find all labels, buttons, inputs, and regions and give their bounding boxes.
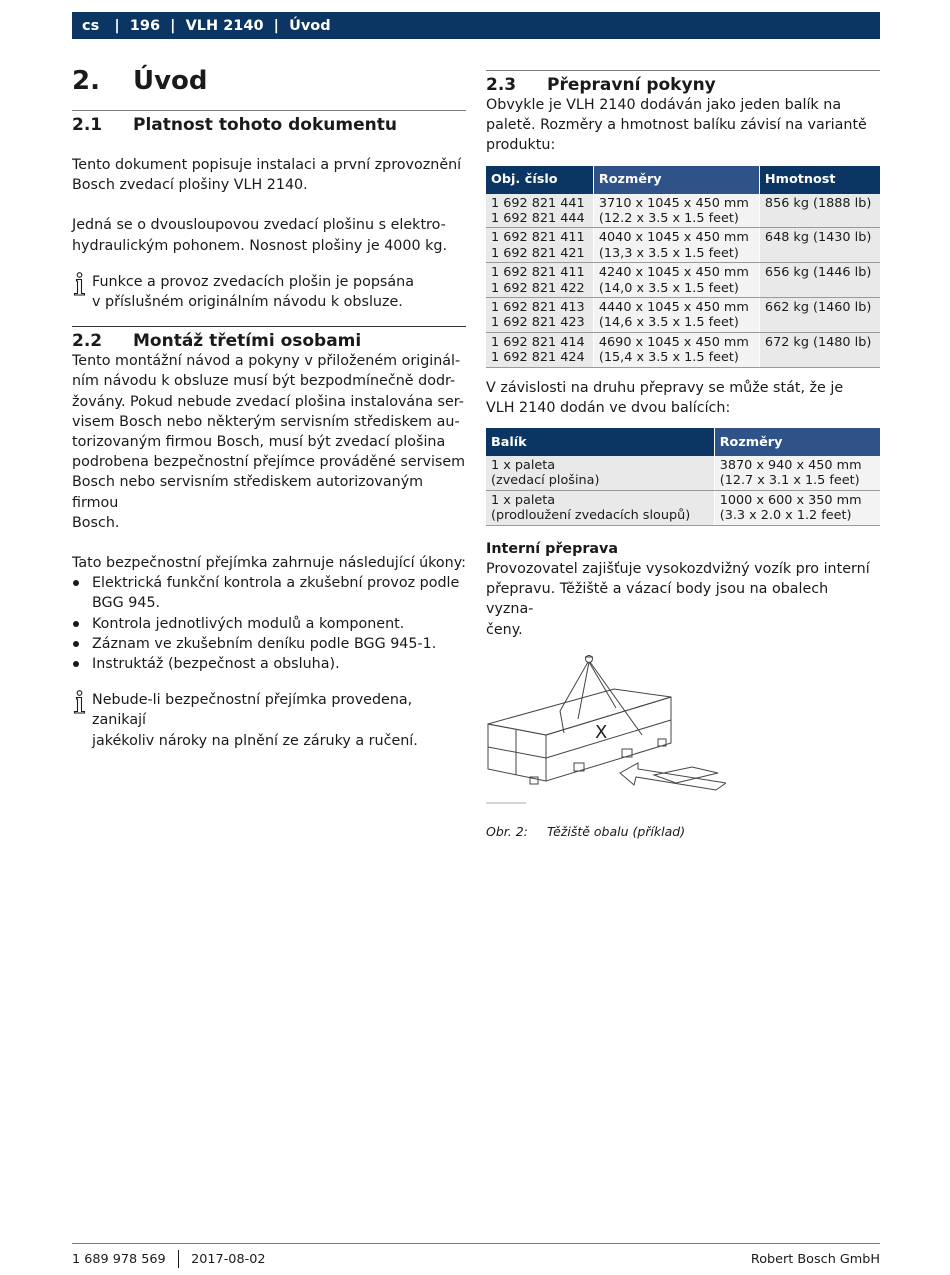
two-package-table [486,428,880,526]
text-line: 656 kg (1446 lb) [764,265,872,281]
text-line: 1 692 821 422 [491,280,585,296]
text-line: Nebude-li bezpečnostní přejímka provedena, zanikají [92,692,413,729]
caption-text: Těžiště obalu (příklad) [547,823,686,839]
table-row [486,298,880,333]
text-line: (13,3 x 3.5 x 1.5 feet) [598,245,739,261]
footer-doc-number: 1 689 978 569 [72,1251,166,1267]
text-line: 1 692 821 444 [491,211,585,227]
text-line: visem Bosch nebo některým servisním střediskem au- [72,413,460,430]
text-line: V závislosti na druhu přepravy se může stát, že je [486,379,844,396]
section-title: Platnost tohoto dokumentu [133,115,397,135]
table-cell [486,298,593,333]
table-cell [759,194,880,228]
left-column [72,66,466,751]
caption-label: Obr. 2: [486,823,528,839]
text-line: 3870 x 940 x 450 mm [719,458,862,474]
table-cell [593,194,759,228]
table-cell [593,332,759,367]
section-number: 2.2 [72,331,103,352]
list-item [72,634,466,654]
text-line: 856 kg (1888 lb) [764,195,872,211]
column-header: Rozměry [593,166,759,194]
list-item [72,654,466,674]
paragraph [72,155,466,195]
section-title: Montáž třetími osobami [133,331,362,352]
paragraph [486,95,880,156]
text-line: hydraulickým pohonem. Nosnost plošiny je 4000 kg. [72,237,448,254]
text-line: 1 692 821 421 [491,245,585,261]
info-icon [72,272,92,312]
text-line: Provozovatel zajišťuje vysokozdvižný vozík pro interní [486,560,870,577]
text-line: Obvykle je VLH 2140 dodáván jako jeden balík na [486,97,842,113]
text-line: Bosch zvedací plošiny VLH 2140. [72,177,308,194]
header-model: VLH 2140 [185,17,264,34]
note-text [92,690,466,751]
paragraph [72,351,466,533]
section-2-1-heading [72,115,466,135]
note-text [92,272,414,312]
text-line: torizovaným firmou Bosch, musí být zvedací plošina [72,434,446,451]
column-header: Obj. číslo [486,166,593,194]
table-cell [759,263,880,298]
bullet-icon [73,621,79,627]
text-line: VLH 2140 dodán ve dvou balících: [486,399,731,416]
text-line: (14,0 x 3.5 x 1.5 feet) [598,280,739,296]
header-page-number: 196 [129,17,161,34]
table-row [486,490,880,525]
divider [72,110,466,111]
text-line: v příslušném originálním návodu k obsluze. [92,294,403,311]
table-cell [486,490,714,525]
header-language: cs [82,17,100,34]
text-line: Jedná se o dvousloupovou zvedací plošinu s elektro- [72,217,446,234]
text-line: 1 692 821 413 [491,300,585,316]
section-title: Přepravní pokyny [547,75,716,95]
text-line: 4240 x 1045 x 450 mm [598,265,749,281]
text-line: (14,6 x 3.5 x 1.5 feet) [598,315,739,331]
text-line: (zvedací plošina) [491,473,600,489]
text-line: (3.3 x 2.0 x 1.2 feet) [719,508,852,524]
info-icon-svg [73,690,86,714]
text-line: Kontrola jednotlivých modulů a komponent. [92,615,405,632]
info-icon-svg [73,272,86,296]
text-line: produktu: [486,137,556,154]
table-row [486,332,880,367]
text-line: přepravu. Těžiště a vázací body jsou na obalech vyzna- [486,581,829,618]
text-line: 3710 x 1045 x 450 mm [598,195,749,211]
column-header: Rozměry [714,428,880,456]
table-cell [593,263,759,298]
text-line: Tento montážní návod a pokyny v přiloženém originál- [72,353,461,370]
text-line: 1 692 821 441 [491,195,585,211]
page-header-bar: cs | 196 | VLH 2140 | Úvod [72,12,880,39]
info-icon [72,690,92,751]
text-line: 662 kg (1460 lb) [764,300,872,316]
text-line: BGG 945. [92,595,161,612]
subheading: Interní přeprava [486,540,619,557]
package-table [486,166,880,368]
text-line: 1 x paleta [491,492,556,508]
table-row [486,194,880,228]
paragraph [486,559,880,640]
section-2-3-heading [486,75,880,95]
table-row [486,263,880,298]
crate-drawing [486,653,726,808]
text-line: 4040 x 1045 x 450 mm [598,230,749,246]
footer-separator [178,1250,180,1268]
text-line: čeny. [486,621,523,638]
bullet-icon [73,641,79,647]
text-line: Elektrická funkční kontrola a zkušební provoz podle [92,575,460,592]
section-number: 2.1 [72,115,103,135]
text-line: Bosch nebo servisním střediskem autorizovaným firmou [72,474,424,511]
svg-text:X: X [595,721,608,743]
table-cell [759,298,880,333]
paragraph [486,378,880,418]
info-note [72,690,466,751]
text-line: 1000 x 600 x 350 mm [719,492,862,508]
text-line: paletě. Rozměry a hmotnost balíku závisí na variantě [486,117,867,134]
footer-company: Robert Bosch GmbH [750,1251,880,1267]
text-line: 672 kg (1480 lb) [764,334,872,350]
text-line: (15,4 x 3.5 x 1.5 feet) [598,350,739,366]
table-cell [714,456,880,490]
chapter-number: 2. [72,66,100,96]
text-line: 1 692 821 423 [491,315,585,331]
table-row [486,456,880,490]
text-line: ním návodu k obsluze musí být bezpodmínečně dodr- [72,373,456,390]
table-cell [593,228,759,263]
text-line: 1 692 821 414 [491,334,585,350]
bullet-icon [73,580,79,586]
text-line: 4440 x 1045 x 450 mm [598,300,749,316]
table-cell [593,298,759,333]
text-line: podrobena bezpečnostní přejímce prováděné servisem [72,454,466,471]
text-line: Instruktáž (bezpečnost a obsluha). [92,656,340,673]
text-line: 1 692 821 411 [491,265,585,281]
text-line: (prodloužení zvedacích sloupů) [491,508,691,524]
bullet-icon [73,661,79,667]
table-cell [486,263,593,298]
chapter-heading [72,66,466,110]
divider [486,70,880,71]
text-line: žovány. Pokud nebude zvedací plošina instalována ser- [72,393,464,410]
text-line: Funkce a provoz zvedacích plošin je popsána [92,273,414,290]
table-row [486,228,880,263]
list-item [72,573,466,613]
text-line: Bosch. [72,514,120,531]
bullet-list [72,573,466,674]
text-line: 1 692 821 424 [491,350,585,366]
table-header-row [486,428,880,456]
table-cell [759,332,880,367]
table-cell [714,490,880,525]
right-column [486,70,880,839]
page-footer [72,1250,880,1268]
text-line: jakékoliv nároky na plnění ze záruky a ručení. [92,732,418,749]
section-number: 2.3 [486,75,517,95]
column-header: Hmotnost [759,166,880,194]
column-header: Balík [486,428,714,456]
table-cell [486,194,593,228]
paragraph [72,215,466,255]
list-item [72,614,466,634]
figure-caption [486,824,880,839]
text-line: 648 kg (1430 lb) [764,230,872,246]
table-cell [759,228,880,263]
header-section: Úvod [289,17,331,34]
text-line: (12.7 x 3.1 x 1.5 feet) [719,473,860,489]
chapter-title: Úvod [133,66,208,96]
table-cell [486,228,593,263]
text-line: (12.2 x 3.5 x 1.5 feet) [598,211,739,227]
text-line: Tento dokument popisuje instalaci a první zprovoznění [72,157,462,173]
text-line: 1 692 821 411 [491,230,585,246]
crate-illustration [486,653,726,808]
info-note [72,272,466,312]
table-cell [486,332,593,367]
paragraph: Tato bezpečnostní přejímka zahrnuje následující úkony: [72,555,466,572]
text-line: Záznam ve zkušebním deníku podle BGG 945-1. [92,635,437,652]
table-header-row [486,166,880,194]
footer-divider [72,1243,880,1244]
divider [72,326,466,327]
section-2-2-heading [72,331,466,351]
text-line: 1 x paleta [491,458,556,474]
text-line: 4690 x 1045 x 450 mm [598,334,749,350]
footer-date: 2017-08-02 [191,1251,266,1267]
table-cell [486,456,714,490]
